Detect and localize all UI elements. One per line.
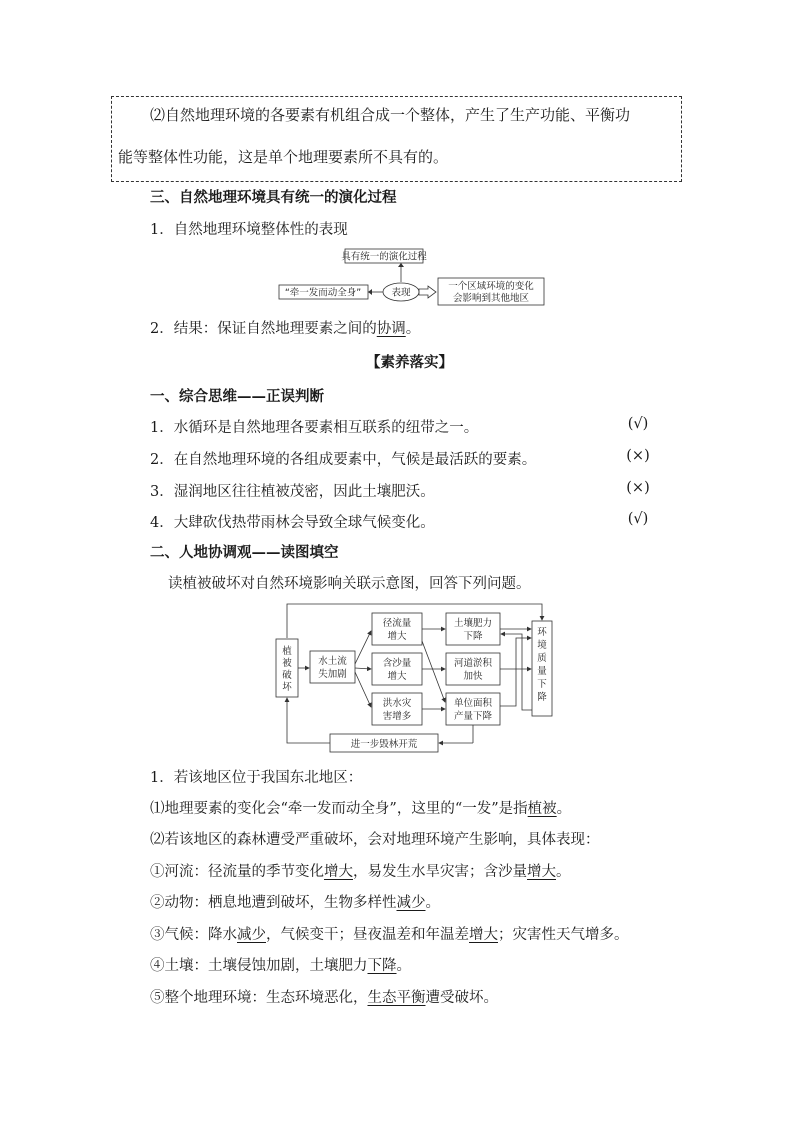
svg-text:河道淤积: 河道淤积: [453, 658, 493, 669]
integrity-diagram: [276, 246, 548, 308]
svg-text:单位面积: 单位面积: [453, 698, 493, 709]
svg-text:失加剧: 失加剧: [318, 669, 347, 680]
note-line-2: 能等整体性功能，这是单个地理要素所不具有的。: [118, 148, 449, 166]
svg-text:径流量: 径流量: [382, 618, 412, 629]
svg-text:被: 被: [282, 658, 292, 669]
judgment-1: 1．水循环是自然地理各要素相互联系的纽带之一。: [150, 420, 479, 436]
judgment-1-mark: (√): [627, 416, 649, 432]
svg-text:加快: 加快: [463, 671, 483, 682]
answer-blank: 植被: [527, 801, 557, 817]
answer-animal: ②动物：栖息地遭到破坏，生物多样性减少。: [150, 895, 440, 911]
question-1-2: ⑵若该地区的森林遭受严重破坏，会对地理环境产生影响，具体表现：: [150, 832, 600, 848]
svg-text:水土流: 水土流: [318, 656, 347, 667]
svg-text:下: 下: [537, 679, 547, 690]
vegetation-impact-diagram: [270, 598, 568, 756]
answer-blank: 生态平衡: [367, 990, 426, 1006]
answer-blank: 协调: [376, 321, 406, 337]
note-line-1: ⑵自然地理环境的各要素有机组合成一个整体，产生了生产功能、平衡功: [150, 106, 631, 124]
judgment-2-mark: (×): [626, 448, 650, 464]
judgment-2: 2．在自然地理环境的各组成要素中，气候是最活跃的要素。: [150, 452, 537, 468]
diagram1-top-label: 具有统一的演化过程: [341, 251, 427, 263]
svg-text:量: 量: [537, 666, 547, 677]
answer-blank: 减少: [237, 927, 266, 943]
section-heading: 三、自然地理环境具有统一的演化过程: [150, 189, 397, 206]
svg-text:破: 破: [282, 670, 292, 681]
svg-text:产量下降: 产量下降: [453, 711, 493, 722]
diagram1-center-label: 表现: [391, 287, 411, 299]
answer-environment: ⑤整个地理环境：生态环境恶化，生态平衡遭受破坏。: [150, 990, 498, 1006]
judgment-3-mark: (×): [626, 480, 650, 496]
svg-text:洪水灾: 洪水灾: [382, 698, 412, 709]
answer-soil: ④土壤：土壤侵蚀加剧，土壤肥力下降。: [150, 958, 411, 974]
judgment-4: 4．大肆砍伐热带雨林会导致全球气候变化。: [150, 515, 435, 531]
item-1: 1．自然地理环境整体性的表现: [150, 222, 348, 238]
practice-title: 【素养落实】: [366, 354, 453, 371]
svg-text:增大: 增大: [387, 671, 407, 682]
svg-text:坏: 坏: [282, 682, 292, 693]
part1-heading: 一、综合思维——正误判断: [150, 388, 324, 405]
answer-blank: 减少: [396, 895, 426, 911]
answer-blank: 增大: [527, 864, 556, 880]
answer-river: ①河流：径流量的季节变化增大，易发生水旱灾害；含沙量增大。: [150, 864, 571, 880]
svg-text:增大: 增大: [387, 631, 407, 642]
judgment-3: 3．湿润地区往往植被茂密，因此土壤肥沃。: [150, 484, 435, 500]
svg-text:境: 境: [537, 640, 547, 651]
svg-text:降: 降: [537, 692, 547, 703]
top-loop-arrow: [287, 604, 542, 638]
item-2: 2．结果：保证自然地理要素之间的协调。: [150, 321, 421, 337]
diagram1-hollow-arrow: [419, 286, 436, 298]
svg-text:害增多: 害增多: [382, 711, 412, 722]
answer-climate: ③气候：降水减少，气候变干；昼夜温差和年温差增大；灾害性天气增多。: [150, 927, 629, 943]
answer-blank: 下降: [367, 958, 397, 974]
diagram-intro: 读植被破坏对自然环境影响关联示意图，回答下列问题。: [168, 576, 531, 592]
svg-text:环: 环: [537, 627, 547, 638]
svg-text:土壤肥力: 土壤肥力: [453, 618, 493, 629]
svg-text:植: 植: [282, 646, 292, 657]
part2-heading: 二、人地协调观——读图填空: [150, 544, 339, 561]
answer-blank: 增大: [324, 864, 353, 880]
judgment-4-mark: (√): [627, 511, 649, 527]
svg-text:含沙量: 含沙量: [382, 658, 412, 669]
svg-text:进一步毁林开荒: 进一步毁林开荒: [350, 739, 418, 750]
answer-blank: 增大: [469, 927, 498, 943]
diagram1-right-line-1: 一个区域环境的变化: [448, 281, 534, 292]
question-1: 1．若该地区位于我国东北地区：: [150, 770, 363, 786]
svg-text:质: 质: [537, 653, 547, 664]
diagram1-left-label: “牵一发而动全身”: [284, 287, 362, 299]
question-1-1: ⑴地理要素的变化会“牵一发而动全身”，这里的“一发”是指植被。: [150, 801, 572, 817]
svg-text:下降: 下降: [463, 631, 483, 642]
diagram1-right-line-2: 会影响到其他地区: [452, 293, 530, 304]
